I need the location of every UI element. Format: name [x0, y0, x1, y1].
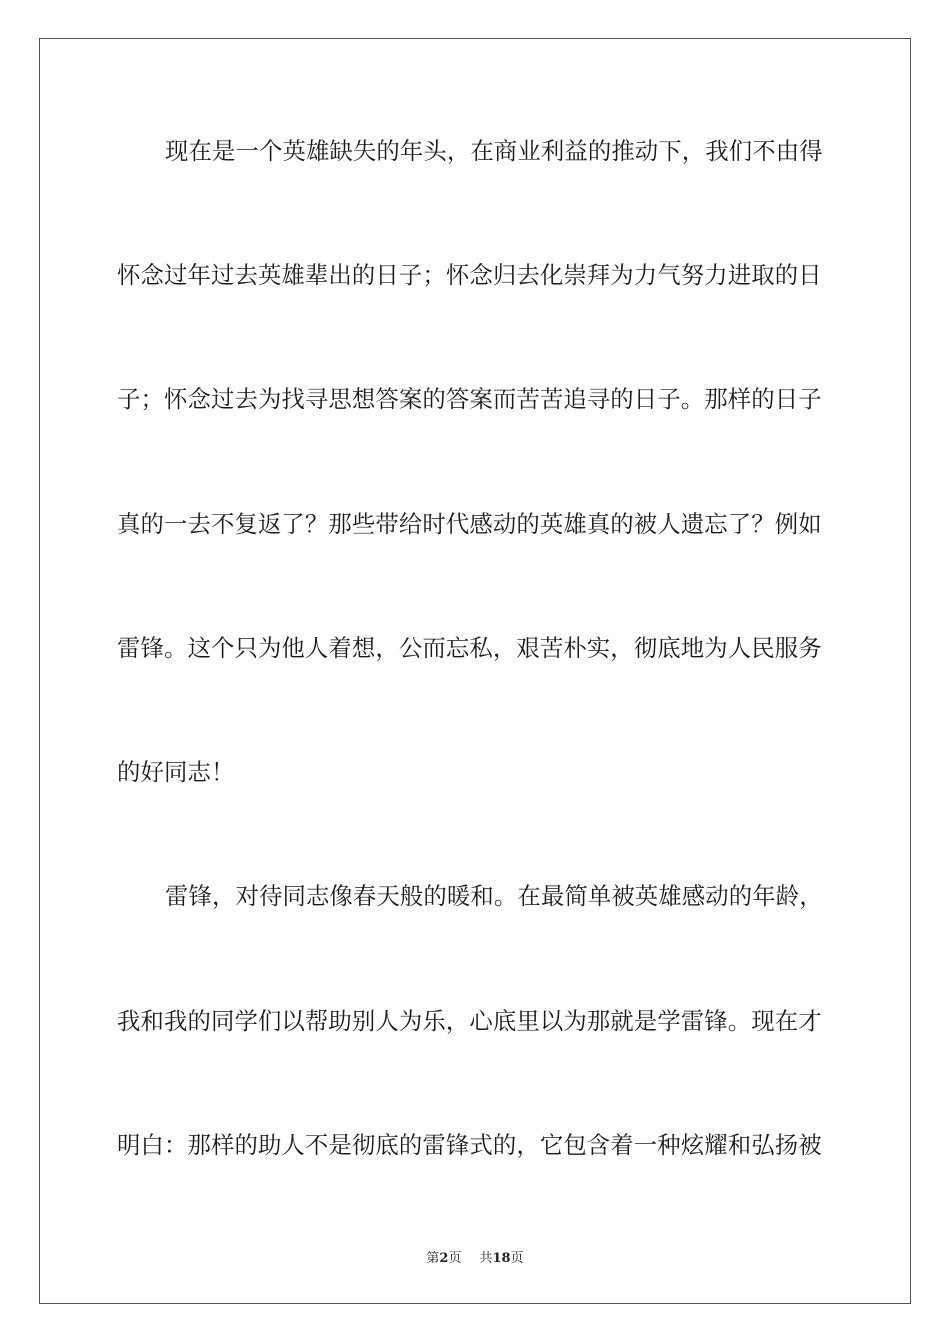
total-prefix: 共 — [479, 1251, 493, 1266]
paragraph-line: 明白：那样的助人不是彻底的雷锋式的，它包含着一种炫耀和弘扬被 — [117, 1131, 822, 1159]
page-suffix: 页 — [448, 1251, 462, 1266]
total-pages: 18 — [492, 1251, 511, 1266]
paragraph-line: 怀念过年过去英雄辈出的日子；怀念归去化崇拜为力气努力进取的日 — [117, 261, 822, 289]
page-prefix: 第 — [426, 1251, 440, 1266]
total-suffix: 页 — [510, 1251, 524, 1266]
paragraph-line: 雷锋。这个只为他人着想，公而忘私，艰苦朴实，彻底地为人民服务 — [117, 634, 822, 662]
paragraph-line: 的好同志！ — [117, 758, 235, 786]
page-footer — [0, 1247, 950, 1266]
paragraph-line: 真的一去不复返了？那些带给时代感动的英雄真的被人遗忘了？例如 — [117, 510, 822, 538]
paragraph-line: 子；怀念过去为找寻思想答案的答案而苦苦追寻的日子。那样的日子 — [117, 385, 822, 413]
paragraph-line: 我和我的同学们以帮助别人为乐，心底里以为那就是学雷锋。现在才 — [117, 1007, 822, 1035]
page-number: 2 — [439, 1251, 449, 1266]
paragraph-line: 雷锋，对待同志像春天般的暖和。在最简单被英雄感动的年龄， — [165, 882, 823, 910]
page-border — [39, 38, 911, 1304]
paragraph-line: 现在是一个英雄缺失的年头，在商业利益的推动下，我们不由得 — [165, 137, 823, 165]
